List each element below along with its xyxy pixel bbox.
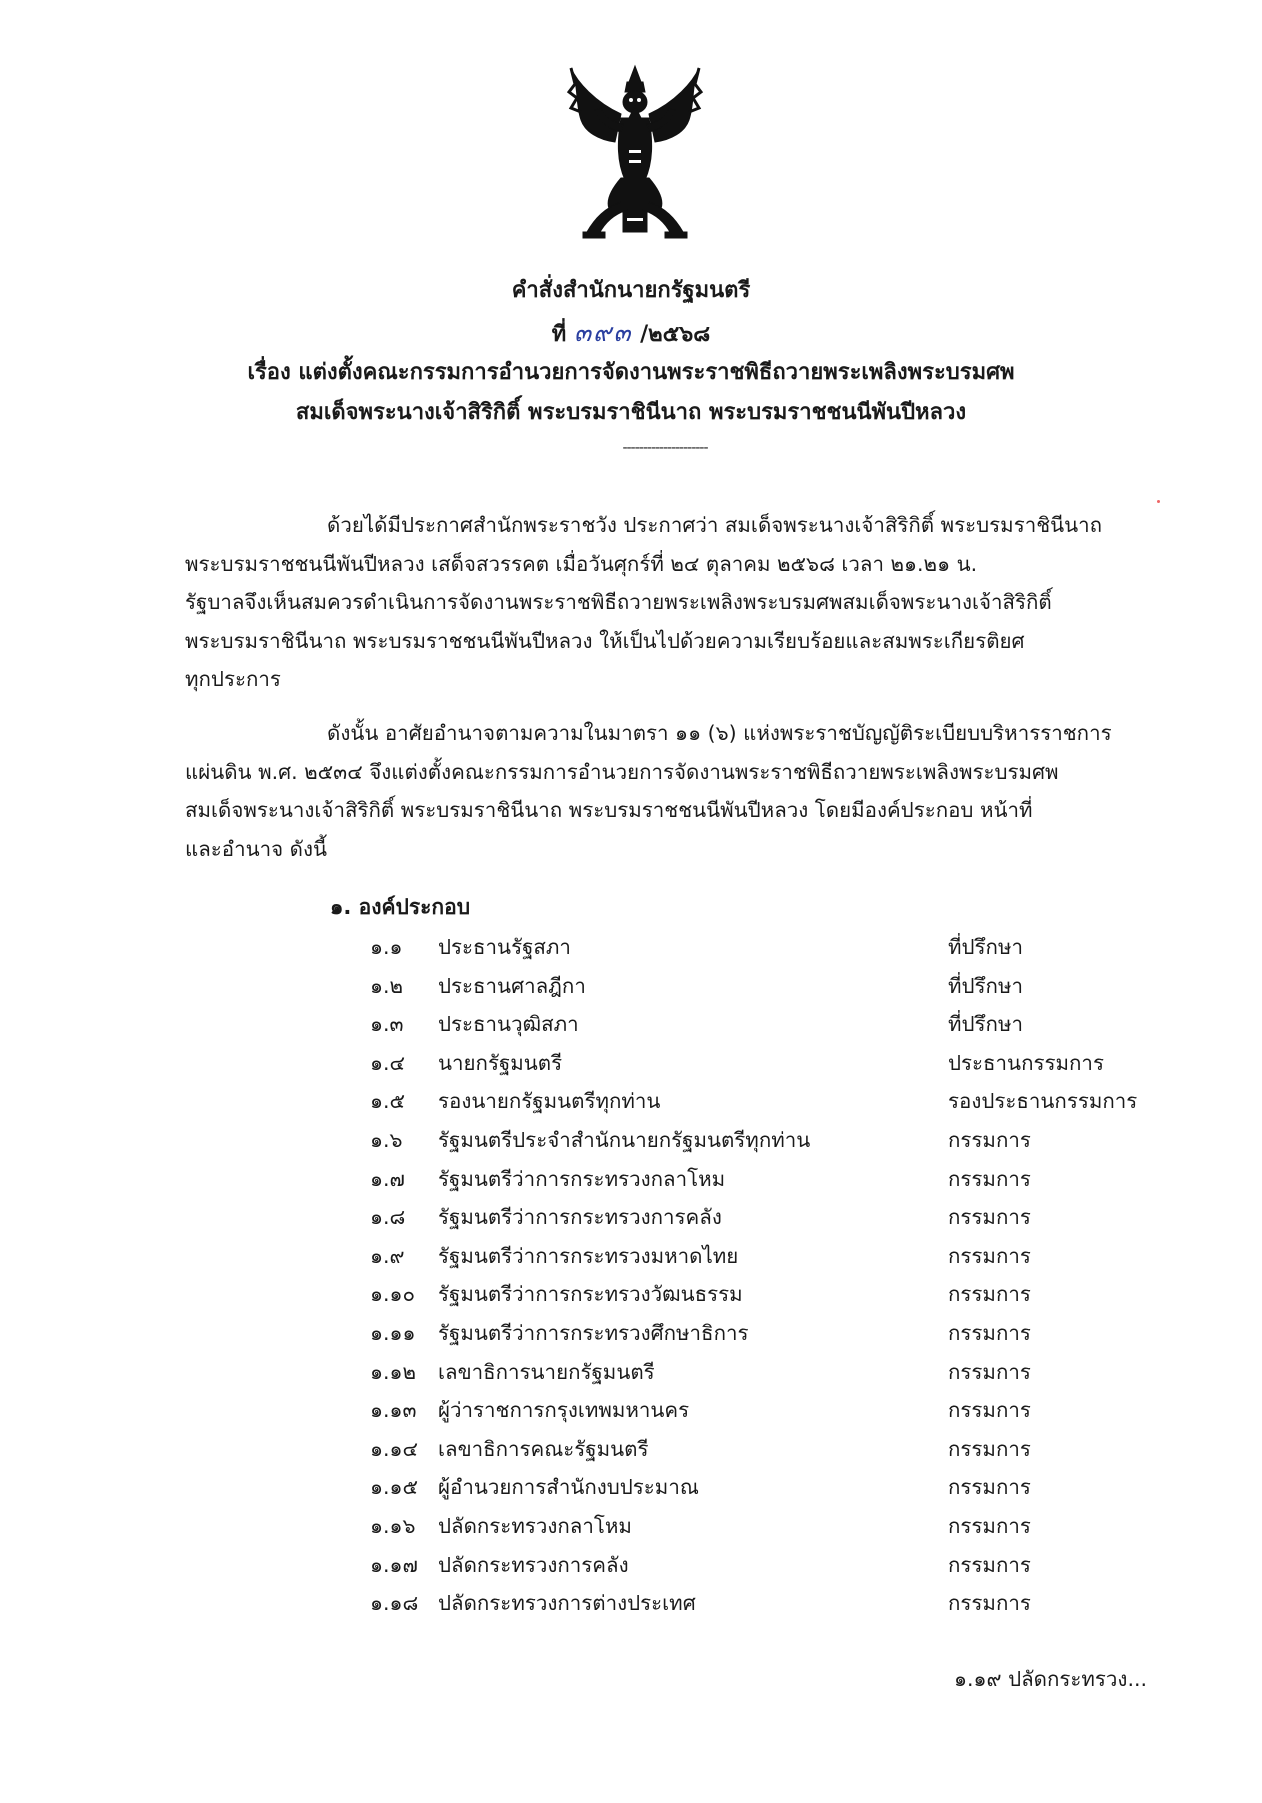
garuda-emblem-icon	[565, 62, 705, 242]
item-position: ปลัดกระทรวงการต่างประเทศ	[438, 1591, 696, 1616]
item-role: กรรมการ	[948, 1166, 1031, 1191]
list-item	[370, 1430, 1150, 1469]
item-number: ๑.๓	[370, 1012, 404, 1037]
ink-speck	[1157, 500, 1160, 503]
paragraph-1-line: ทุกประการ	[185, 667, 281, 691]
item-role: กรรมการ	[948, 1282, 1031, 1307]
list-item	[370, 1584, 1150, 1623]
item-role: กรรมการ	[948, 1243, 1031, 1268]
item-number: ๑.๔	[370, 1050, 406, 1075]
item-role: กรรมการ	[948, 1320, 1031, 1345]
item-role: กรรมการ	[948, 1552, 1031, 1577]
item-position: รัฐมนตรีว่าการกระทรวงกลาโหม	[438, 1166, 726, 1191]
item-number: ๑.๘	[370, 1205, 406, 1230]
list-item	[370, 1198, 1150, 1237]
item-role: กรรมการ	[948, 1475, 1031, 1500]
list-item	[370, 1160, 1150, 1199]
item-position: ผู้อำนวยการสำนักงบประมาณ	[438, 1475, 699, 1500]
item-role: ที่ปรึกษา	[948, 1012, 1023, 1037]
list-item	[370, 1314, 1150, 1353]
item-number: ๑.๑๖	[370, 1513, 416, 1538]
order-number	[0, 318, 1262, 350]
item-position: ประธานรัฐสภา	[438, 935, 571, 959]
item-position: เลขาธิการคณะรัฐมนตรี	[438, 1436, 649, 1461]
list-item	[370, 1044, 1150, 1083]
item-number: ๑.๒	[370, 973, 404, 998]
item-number: ๑.๕	[370, 1089, 406, 1114]
paragraph-2-line: ดังนั้น อาศัยอำนาจตามความในมาตรา ๑๑ (๖) แห่งพระราชบัญญัติระเบียบบริหารราชการ	[327, 721, 1112, 745]
item-role: กรรมการ	[948, 1127, 1031, 1152]
item-position: รัฐมนตรีว่าการกระทรวงมหาดไทย	[438, 1243, 739, 1268]
list-item	[370, 1275, 1150, 1314]
item-number: ๑.๑	[370, 935, 403, 959]
item-number: ๑.๙	[370, 1243, 405, 1268]
list-item	[370, 1121, 1150, 1160]
list-item	[370, 1082, 1150, 1121]
subject-line-1: เรื่อง แต่งตั้งคณะกรรมการอำนวยการจัดงานพระราชพิธีถวายพระเพลิงพระบรมศพ	[247, 360, 1015, 385]
item-number: ๑.๑๘	[370, 1591, 419, 1616]
paragraph-2	[185, 714, 1145, 868]
order-number-prefix: ที่	[551, 322, 567, 347]
list-item	[370, 1507, 1150, 1546]
paragraph-2-line: สมเด็จพระนางเจ้าสิริกิติ์ พระบรมราชินีนาถ พระบรมราชชนนีพันปีหลวง โดยมีองค์ประกอบ หน้าที่	[185, 798, 1033, 822]
item-position: รัฐมนตรีว่าการกระทรวงวัฒนธรรม	[438, 1282, 743, 1307]
list-item	[370, 1546, 1150, 1585]
section-1-heading: ๑. องค์ประกอบ	[330, 895, 471, 919]
item-number: ๑.๑๑	[370, 1320, 416, 1345]
item-number: ๑.๖	[370, 1127, 403, 1152]
item-role: กรรมการ	[948, 1591, 1031, 1616]
list-item	[370, 1237, 1150, 1276]
order-title: คำสั่งสำนักนายกรัฐมนตรี	[511, 278, 751, 303]
order-number-year: /๒๕๖๘	[640, 322, 711, 347]
paragraph-1-line: พระบรมราชินีนาถ พระบรมราชชนนีพันปีหลวง ให้เป็นไปด้วยความเรียบร้อยและสมพระเกียรติยศ	[185, 628, 1025, 653]
order-number-handwritten: ๓๙๓	[573, 318, 633, 347]
item-position: ปลัดกระทรวงการคลัง	[438, 1552, 629, 1577]
item-number: ๑.๑๓	[370, 1398, 417, 1423]
item-role: รองประธานกรรมการ	[948, 1089, 1138, 1114]
paragraph-1	[185, 506, 1145, 699]
subject-line-2: สมเด็จพระนางเจ้าสิริกิติ์ พระบรมราชินีนาถ พระบรมราชชนนีพันปีหลวง	[295, 400, 967, 425]
composition-list	[370, 928, 1150, 1623]
paragraph-2-line: แผ่นดิน พ.ศ. ๒๕๓๔ จึงแต่งตั้งคณะกรรมการอำนวยการจัดงานพระราชพิธีถวายพระเพลิงพระบรมศพ	[185, 759, 1059, 784]
list-item	[370, 1468, 1150, 1507]
list-item	[370, 1391, 1150, 1430]
item-position: นายกรัฐมนตรี	[438, 1050, 563, 1075]
item-position: ผู้ว่าราชการกรุงเทพมหานคร	[438, 1398, 690, 1423]
item-position: ปลัดกระทรวงกลาโหม	[438, 1513, 632, 1538]
item-position: รัฐมนตรีว่าการกระทรวงศึกษาธิการ	[438, 1320, 749, 1345]
item-position: ประธานศาลฎีกา	[438, 973, 586, 998]
item-number: ๑.๑๔	[370, 1436, 419, 1461]
item-role: กรรมการ	[948, 1436, 1031, 1461]
item-number: ๑.๑๕	[370, 1475, 419, 1500]
continuation-note: ๑.๑๙ ปลัดกระทรวง...	[954, 1667, 1147, 1691]
item-role: กรรมการ	[948, 1398, 1031, 1423]
list-item	[370, 1005, 1150, 1044]
item-role: กรรมการ	[948, 1513, 1031, 1538]
item-role: ที่ปรึกษา	[948, 973, 1023, 998]
paragraph-2-line: และอำนาจ ดังนี้	[185, 836, 327, 861]
paragraph-1-line: รัฐบาลจึงเห็นสมควรดำเนินการจัดงานพระราชพิธีถวายพระเพลิงพระบรมศพสมเด็จพระนางเจ้าสิริกิติ์	[185, 590, 1052, 614]
item-position: ประธานวุฒิสภา	[438, 1012, 579, 1037]
item-number: ๑.๑๒	[370, 1359, 417, 1384]
item-position: รัฐมนตรีประจำสำนักนายกรัฐมนตรีทุกท่าน	[438, 1127, 811, 1152]
item-role: ประธานกรรมการ	[948, 1050, 1104, 1075]
item-number: ๑.๑๐	[370, 1282, 416, 1307]
item-position: เลขาธิการนายกรัฐมนตรี	[438, 1359, 655, 1384]
paragraph-1-line: พระบรมราชชนนีพันปีหลวง เสด็จสวรรคต เมื่อวันศุกร์ที่ ๒๔ ตุลาคม ๒๕๖๘ เวลา ๒๑.๒๑ น.	[185, 551, 978, 576]
item-position: รัฐมนตรีว่าการกระทรวงการคลัง	[438, 1205, 722, 1230]
item-number: ๑.๑๗	[370, 1552, 418, 1577]
item-role: ที่ปรึกษา	[948, 935, 1023, 959]
item-role: กรรมการ	[948, 1359, 1031, 1384]
item-position: รองนายกรัฐมนตรีทุกท่าน	[438, 1089, 661, 1114]
list-item	[370, 1353, 1150, 1392]
list-item	[370, 928, 1150, 967]
separator: ---------------------	[622, 440, 708, 456]
paragraph-1-line: ด้วยได้มีประกาศสำนักพระราชวัง ประกาศว่า สมเด็จพระนางเจ้าสิริกิติ์ พระบรมราชินีนาถ	[327, 513, 1103, 537]
item-number: ๑.๗	[370, 1166, 405, 1191]
list-item	[370, 967, 1150, 1006]
item-role: กรรมการ	[948, 1205, 1031, 1230]
